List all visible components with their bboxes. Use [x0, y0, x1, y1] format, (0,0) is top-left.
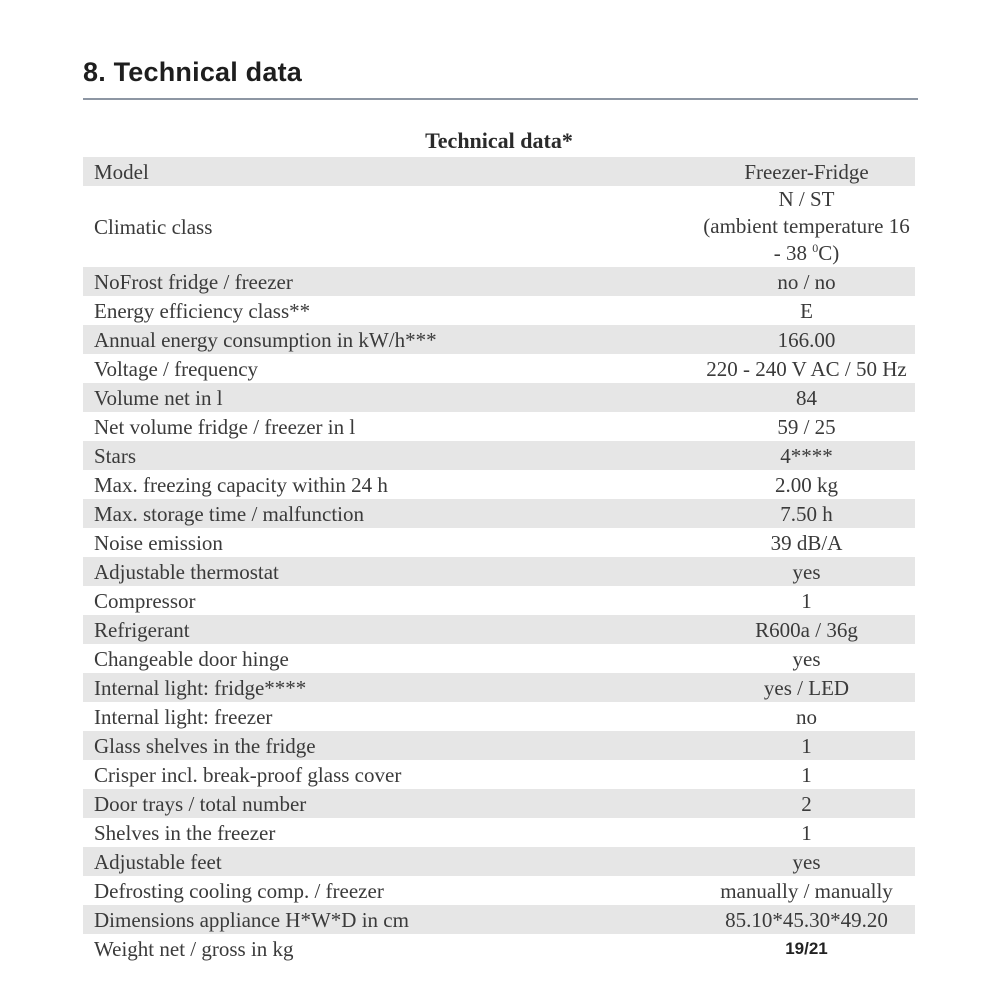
technical-data-table: [83, 157, 915, 963]
degree-superscript: 0: [812, 241, 819, 255]
row-label: Climatic class: [94, 214, 213, 239]
row-label: Voltage / frequency: [94, 356, 259, 381]
row-label: Weight net / gross in kg: [94, 936, 294, 961]
table-row: [83, 412, 915, 441]
row-value: R600a / 36g: [574, 615, 915, 644]
row-label: Door trays / total number: [83, 789, 574, 818]
ambient-temperature-note: (ambient temperature 16 - 38 $^0$C): [703, 214, 910, 265]
row-label: Changeable door hinge: [94, 646, 289, 671]
row-label: Compressor: [94, 588, 196, 613]
row-label: Energy efficiency class**: [94, 298, 311, 323]
table-row: [83, 905, 915, 934]
table-row: [83, 441, 915, 470]
row-value: E: [800, 298, 813, 323]
row-label: Volume net in l: [83, 383, 574, 412]
row-value: 220 - 240 V AC / 50 Hz: [706, 356, 907, 381]
row-label: Noise emission: [94, 530, 223, 555]
section-title: 8. Technical data: [83, 57, 302, 87]
table-row: [83, 354, 915, 383]
row-value: yes: [574, 847, 915, 876]
row-label: Adjustable feet: [83, 847, 574, 876]
row-label: Crisper incl. break-proof glass cover: [94, 762, 402, 787]
row-label: Dimensions appliance H*W*D in cm: [83, 905, 574, 934]
row-value: 19/21: [785, 938, 828, 958]
row-value: no / no: [574, 267, 915, 296]
table-row: [83, 586, 915, 615]
row-value: 1: [801, 588, 812, 613]
row-label: Adjustable thermostat: [83, 557, 574, 586]
table-row: [83, 267, 915, 296]
row-value: yes: [574, 557, 915, 586]
row-value: 1: [801, 762, 812, 787]
row-label: Glass shelves in the fridge: [83, 731, 574, 760]
table-row: [83, 847, 915, 876]
table-row: [83, 383, 915, 412]
row-label: Internal light: fridge****: [83, 673, 574, 702]
row-label: Annual energy consumption in kW/h***: [83, 325, 574, 354]
row-value: 2: [574, 789, 915, 818]
table-row: [83, 296, 915, 325]
row-value: 59 / 25: [777, 414, 836, 439]
table-caption: Technical data*: [425, 128, 573, 153]
row-value: Freezer-Fridge: [574, 157, 915, 186]
row-value: yes / LED: [574, 673, 915, 702]
row-value: 84: [574, 383, 915, 412]
table-row: [83, 934, 915, 963]
row-value: 7.50 h: [574, 499, 915, 528]
row-label: Defrosting cooling comp. / freezer: [94, 878, 384, 903]
row-label: Max. freezing capacity within 24 h: [94, 472, 388, 497]
table-row: [83, 760, 915, 789]
table-row: [83, 186, 915, 267]
table-row: [83, 557, 915, 586]
row-label: Max. storage time / malfunction: [83, 499, 574, 528]
table-row: [83, 702, 915, 731]
table-row: [83, 644, 915, 673]
row-label: Net volume fridge / freezer in l: [94, 414, 356, 439]
row-label: Shelves in the freezer: [94, 820, 276, 845]
table-row: [83, 528, 915, 557]
row-value: manually / manually: [720, 878, 893, 903]
row-value: 4****: [574, 441, 915, 470]
table-row: [83, 470, 915, 499]
table-row: [83, 325, 915, 354]
title-divider: [83, 98, 918, 100]
table-row: [83, 157, 915, 186]
table-row: [83, 789, 915, 818]
row-value: 85.10*45.30*49.20: [574, 905, 915, 934]
row-value: 2.00 kg: [775, 472, 838, 497]
row-label: Internal light: freezer: [94, 704, 273, 729]
row-label: Model: [83, 157, 574, 186]
table-row: [83, 499, 915, 528]
row-value: no: [796, 704, 817, 729]
row-value: 1: [574, 731, 915, 760]
row-value: 39 dB/A: [770, 530, 843, 555]
row-value: 1: [801, 820, 812, 845]
table-row: [83, 818, 915, 847]
table-row: [83, 876, 915, 905]
row-value: 166.00: [574, 325, 915, 354]
row-label: Refrigerant: [83, 615, 574, 644]
row-label: NoFrost fridge / freezer: [83, 267, 574, 296]
row-value: yes: [792, 646, 821, 671]
table-row: [83, 615, 915, 644]
row-value: [574, 186, 915, 267]
table-row: [83, 731, 915, 760]
table-row: [83, 673, 915, 702]
climatic-class-value: N / ST: [778, 187, 835, 211]
row-label: Stars: [83, 441, 574, 470]
